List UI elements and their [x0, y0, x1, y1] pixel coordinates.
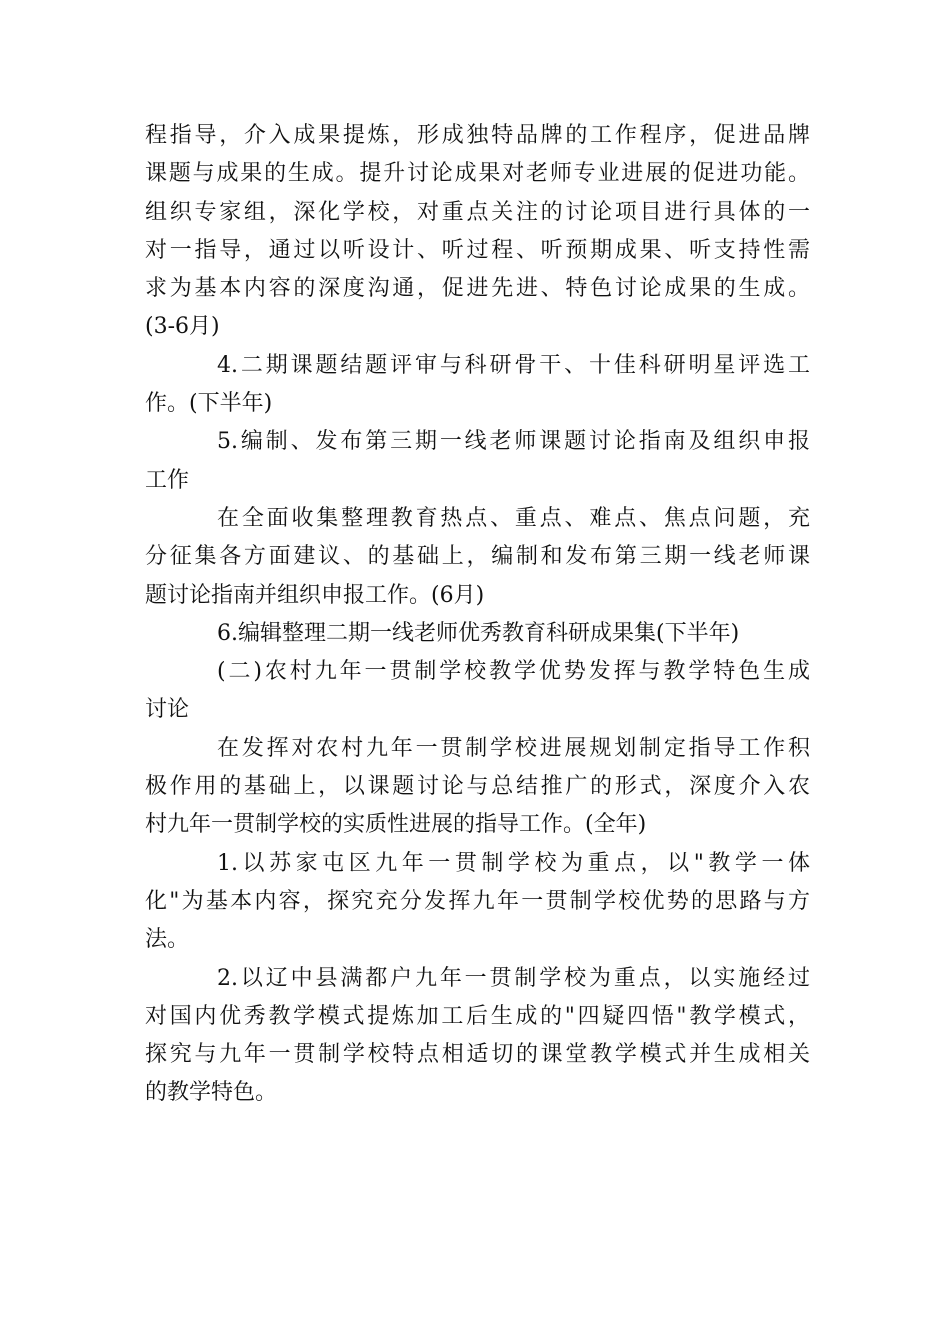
- text-line: 1.以苏家屯区九年一贯制学校为重点，以"教学一体: [217, 850, 810, 876]
- paragraph: [145, 730, 810, 845]
- document-body: [145, 117, 810, 1113]
- text-line: 程指导，介入成果提炼，形成独特品牌的工作程序，促进品牌: [145, 123, 810, 148]
- text-line: 的教学特色。: [145, 1080, 278, 1106]
- text-line: 法。: [145, 927, 190, 953]
- text-line: 探究与九年一贯制学校特点相适切的课堂教学模式并生成相关: [145, 1042, 810, 1068]
- paragraph: [145, 845, 810, 960]
- paragraph: [145, 117, 810, 347]
- paragraph: [145, 423, 810, 500]
- paragraph: [145, 615, 810, 653]
- text-line: 课题与成果的生成。提升讨论成果对老师专业进展的促进功能。: [145, 161, 810, 187]
- paragraph: [145, 960, 810, 1113]
- text-line: 化"为基本内容，探究充分发挥九年一贯制学校优势的思路与方: [145, 888, 810, 914]
- text-line: 对国内优秀教学模式提炼加工后生成的"四疑四悟"教学模式，: [145, 1003, 810, 1029]
- text-line: 在全面收集整理教育热点、重点、难点、焦点问题，充: [217, 505, 810, 531]
- text-line: 村九年一贯制学校的实质性进展的指导工作。(全年): [145, 812, 647, 838]
- text-line: 4.二期课题结题评审与科研骨干、十佳科研明星评选工: [217, 352, 810, 378]
- text-line: 在发挥对农村九年一贯制学校进展规划制定指导工作积: [217, 735, 810, 761]
- text-line: 2.以辽中县满都户九年一贯制学校为重点，以实施经过: [217, 965, 810, 991]
- text-line: 题讨论指南并组织申报工作。(6月): [145, 582, 485, 608]
- text-line: 6.编辑整理二期一线老师优秀教育科研成果集(下半年): [217, 620, 740, 646]
- paragraph: [145, 653, 810, 730]
- text-line: 分征集各方面建议、的基础上，编制和发布第三期一线老师课: [145, 544, 810, 570]
- text-line: 讨论: [145, 697, 190, 723]
- text-line: 对一指导，通过以听设计、听过程、听预期成果、听支持性需: [145, 237, 810, 263]
- text-line: 求为基本内容的深度沟通，促进先进、特色讨论成果的生成。: [145, 276, 810, 302]
- paragraph: [145, 500, 810, 615]
- text-line: (二)农村九年一贯制学校教学优势发挥与教学特色生成: [217, 659, 810, 685]
- paragraph: [145, 347, 810, 424]
- text-line: 工作: [145, 467, 190, 493]
- text-line: 作。(下半年): [145, 391, 273, 417]
- text-line: (3-6月): [145, 314, 220, 340]
- text-line: 5.编制、发布第三期一线老师课题讨论指南及组织申报: [217, 429, 810, 455]
- text-line: 组织专家组，深化学校，对重点关注的讨论项目进行具体的一: [145, 199, 810, 225]
- text-line: 极作用的基础上，以课题讨论与总结推广的形式，深度介入农: [145, 774, 810, 800]
